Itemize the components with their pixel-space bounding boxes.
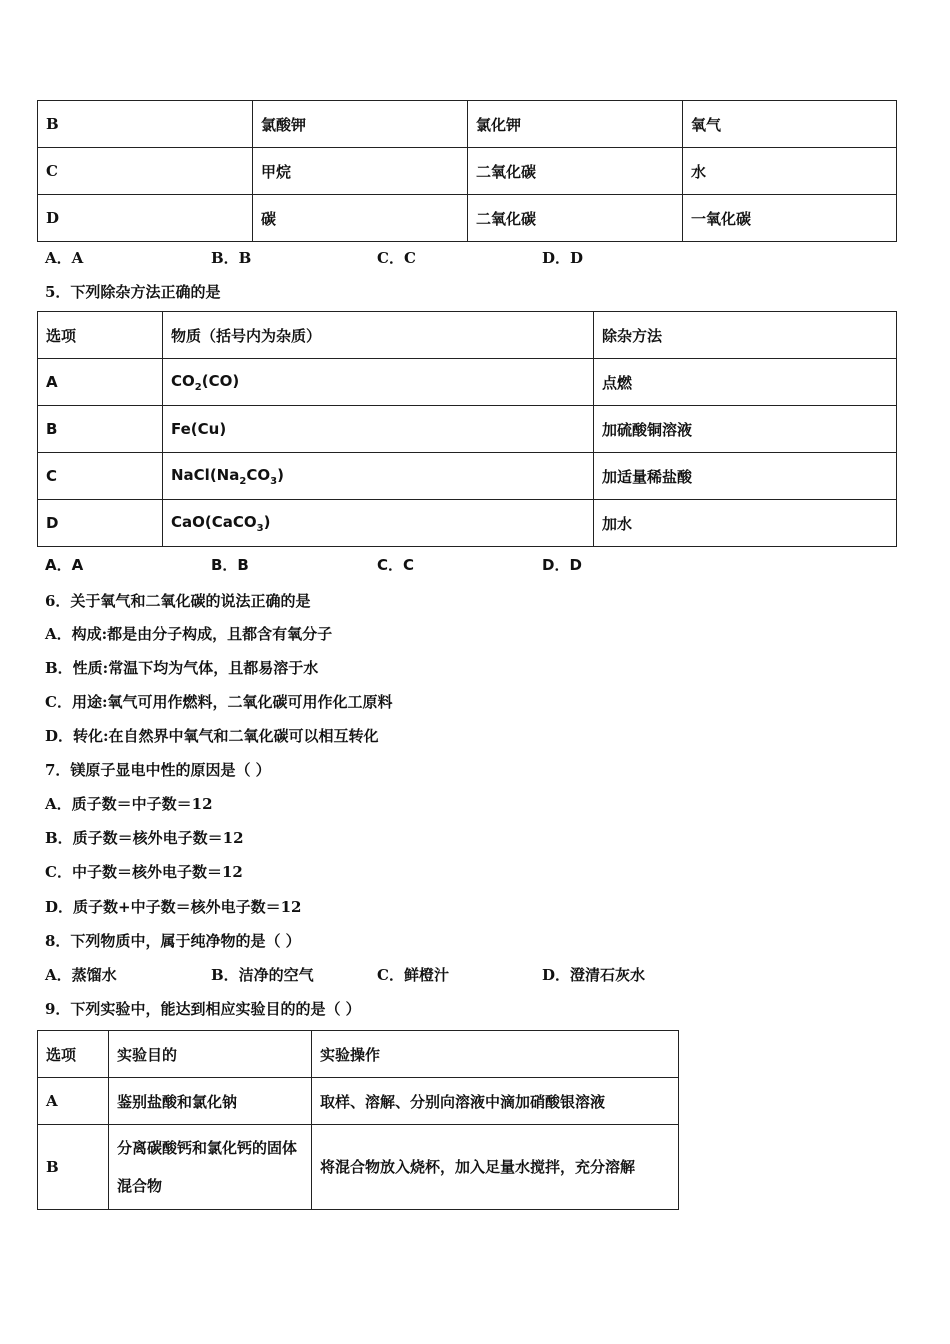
table-cell: 甲烷 [253,148,468,195]
table-cell: 氯化钾 [468,101,683,148]
formula-part: CO [246,465,271,484]
table-cell: 碳 [253,195,468,242]
q6-option-d: D．转化:在自然界中氧气和二氧化碳可以相互转化 [45,727,379,745]
option-b: B．B [211,249,252,267]
table-cell: 分离碳酸钙和氯化钙的固体混合物 [109,1125,312,1210]
table-cell: 氯酸钾 [253,101,468,148]
table-header: 物质（括号内为杂质） [163,312,594,359]
q5-table [37,311,897,547]
q4-table [37,100,897,242]
table-cell: C [38,453,163,500]
table-header: 除杂方法 [594,312,897,359]
q7-option-d: D．质子数+中子数＝核外电子数＝12 [45,898,302,916]
table-cell: 加水 [594,500,897,547]
q6-option-a: A．构成:都是由分子构成，且都含有氧分子 [45,625,333,643]
table-row [38,148,897,195]
option-d: D．澄清石灰水 [542,966,646,984]
table-row [38,359,897,406]
table-cell: 将混合物放入烧杯，加入足量水搅拌，充分溶解 [312,1125,679,1210]
table-row [38,195,897,242]
q7-option-a: A．质子数＝中子数＝12 [45,795,213,813]
q5-question: 5．下列除杂方法正确的是 [45,283,221,301]
option-a: A．蒸馏水 [45,966,117,984]
option-d: D．D [542,249,584,267]
table-row [38,453,897,500]
table-cell: A [38,359,163,406]
table-cell: Fe(Cu) [163,406,594,453]
table-row [38,1125,679,1210]
q9-table [37,1030,679,1210]
table-cell: 一氧化碳 [683,195,897,242]
table-row [38,1078,679,1125]
q6-question: 6．关于氧气和二氧化碳的说法正确的是 [45,592,311,610]
option-a: A．A [45,556,84,574]
option-b: B．B [211,556,249,574]
table-cell: 鉴别盐酸和氯化钠 [109,1078,312,1125]
table-cell: 水 [683,148,897,195]
formula-subscript: 3 [256,522,264,534]
formula-part: CO [171,371,195,390]
formula-part: ) [263,512,271,531]
table-cell [163,359,594,406]
option-b: B．洁净的空气 [211,966,314,984]
table-cell: 二氧化碳 [468,195,683,242]
option-d: D．D [542,556,582,574]
q8-question: 8．下列物质中，属于纯净物的是（ ） [45,932,301,950]
table-cell: 点燃 [594,359,897,406]
q9-question: 9．下列实验中，能达到相应实验目的的是（ ） [45,1000,361,1018]
q7-question: 7．镁原子显电中性的原因是（ ） [45,761,271,779]
formula-part: CaO(CaCO [171,512,257,531]
table-row [38,312,897,359]
formula-subscript: 2 [239,475,247,487]
formula-part: NaCl(Na [171,465,240,484]
table-cell: 取样、溶解、分别向溶液中滴加硝酸银溶液 [312,1078,679,1125]
table-cell: 加硫酸铜溶液 [594,406,897,453]
option-c: C．C [377,249,416,267]
table-cell: B [38,101,253,148]
table-cell: D [38,195,253,242]
table-cell: A [38,1078,109,1125]
table-header: 实验目的 [109,1031,312,1078]
table-cell: 二氧化碳 [468,148,683,195]
option-c: C．鲜橙汁 [377,966,449,984]
table-cell: C [38,148,253,195]
table-cell: 加适量稀盐酸 [594,453,897,500]
table-cell: B [38,406,163,453]
q7-option-c: C．中子数＝核外电子数＝12 [45,863,243,881]
q6-option-c: C．用途:氧气可用作燃料，二氧化碳可用作化工原料 [45,693,393,711]
formula-subscript: 2 [194,381,202,393]
table-cell: 氧气 [683,101,897,148]
option-c: C．C [377,556,415,574]
q7-option-b: B．质子数＝核外电子数＝12 [45,829,244,847]
formula-subscript: 3 [270,475,278,487]
table-cell [163,500,594,547]
table-cell [163,453,594,500]
table-cell: D [38,500,163,547]
table-header: 实验操作 [312,1031,679,1078]
table-header: 选项 [38,1031,109,1078]
table-row [38,1031,679,1078]
table-row [38,406,897,453]
table-header: 选项 [38,312,163,359]
q6-option-b: B．性质:常温下均为气体，且都易溶于水 [45,659,319,677]
formula-part: (CO) [201,371,240,390]
option-a: A．A [45,249,84,267]
table-row [38,101,897,148]
table-cell: B [38,1125,109,1210]
table-row [38,500,897,547]
formula-part: ) [277,465,284,484]
